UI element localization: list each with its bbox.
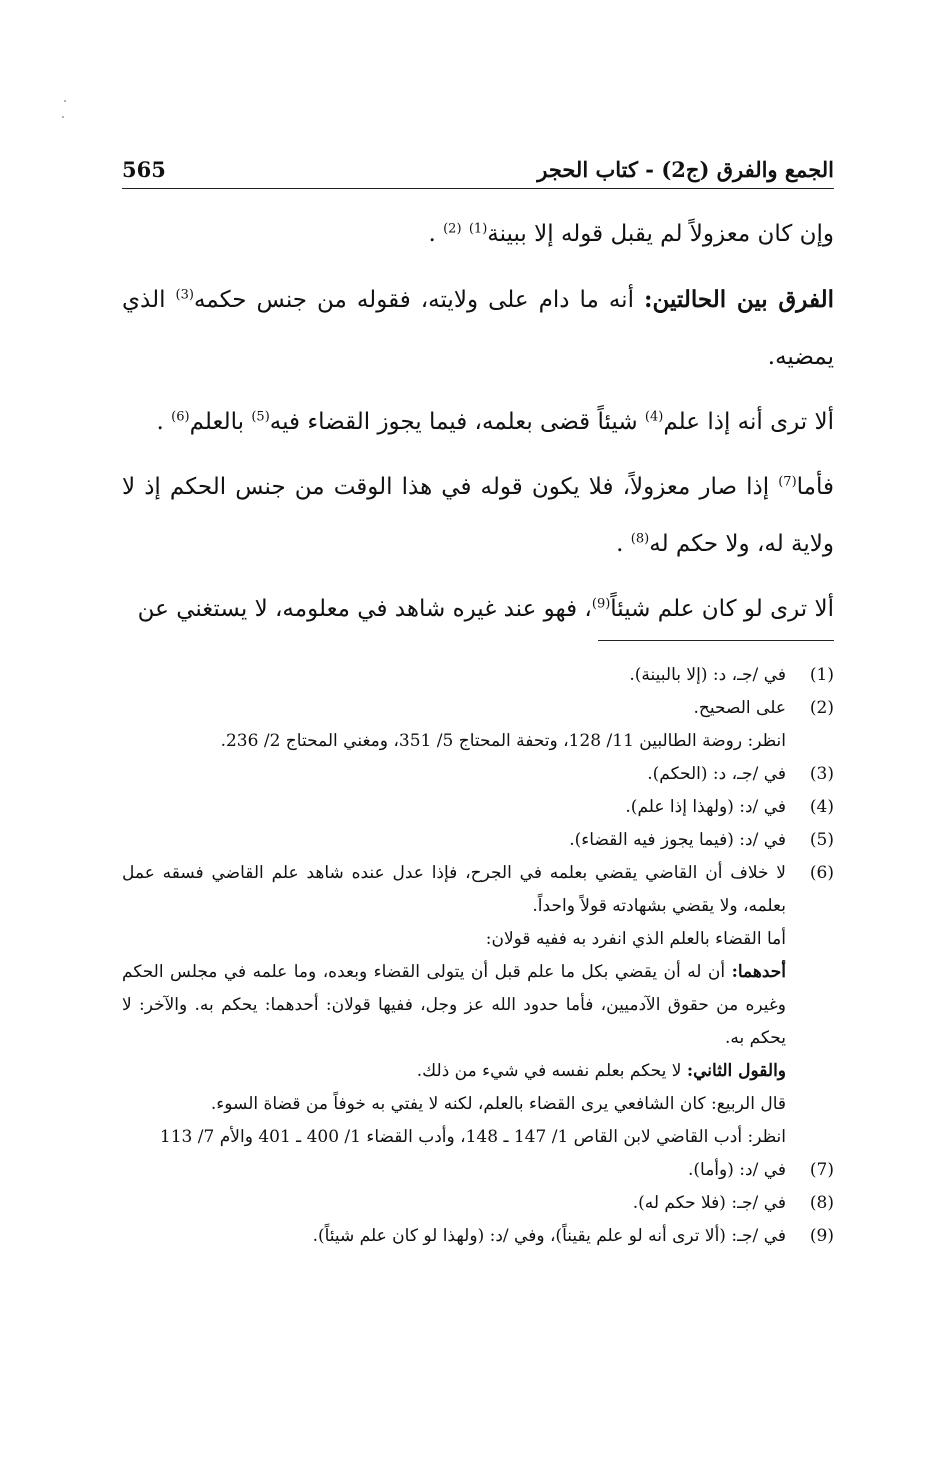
paragraph-text: وإن كان معزولاً لم يقبل قوله إلا ببينة: [487, 221, 834, 247]
footnote-text: [122, 1154, 786, 1187]
footnote-line: في /جـ، د: (الحكم).: [647, 764, 786, 784]
footnotes: [122, 659, 834, 1253]
paragraph-1: [122, 206, 834, 263]
footnote-ref[interactable]: (7): [778, 474, 797, 490]
paragraph-5: [122, 581, 834, 638]
footnote-line: على الصحيح.: [693, 698, 786, 718]
paragraph-text: .: [428, 221, 444, 247]
footnote-lead: أحدهما:: [731, 962, 786, 982]
footnote-ref[interactable]: (9): [591, 596, 611, 612]
page-number: 565: [122, 157, 166, 182]
paragraph-text: .: [156, 409, 172, 435]
paragraph-2: [122, 271, 834, 386]
scan-speck: [62, 116, 64, 118]
paragraph-text: ألا ترى أنه إذا علم: [663, 409, 834, 435]
paragraph-text: الذي يمضيه.: [122, 287, 834, 370]
paragraph-3: [122, 394, 834, 451]
footnote-4: [122, 791, 834, 824]
footnote-ref[interactable]: (4): [644, 409, 664, 425]
footnote-ref[interactable]: (3): [175, 287, 194, 303]
footnote-text: [122, 1220, 786, 1253]
footnote-number: (5): [809, 830, 834, 850]
paragraph-text: بالعلم: [189, 409, 252, 435]
footnote-ref[interactable]: (6): [171, 409, 190, 425]
footnote-number: (2): [809, 698, 834, 718]
footnote-text: [122, 824, 786, 857]
page-header: [122, 148, 834, 189]
footnote-1: [122, 659, 834, 692]
footnote-line-text: أن له أن يقضي بكل ما علم قبل أن يتولى القضاء وبعده، وما علمه في مجلس الحكم وغيره من حقوق الآدميين، فأما حدود الله عز وجل، ففيها قولان: أحدهما: يحكم به. والآخر: لا يحكم به.: [122, 962, 786, 1048]
footnote-ref[interactable]: (2): [443, 221, 462, 237]
footnote-line-text: لا يحكم بعلم نفسه في شيء من ذلك.: [416, 1061, 687, 1081]
footnote-number: (6): [809, 863, 834, 883]
footnote-line: انظر: أدب القاضي لابن القاص 1/ 147 ـ 148، وأدب القضاء 1/ 400 ـ 401 والأم 7/ 113: [159, 1127, 786, 1147]
footnote-line: في /د: (وأما).: [687, 1160, 786, 1180]
footnote-line: قال الربيع: كان الشافعي يرى القضاء بالعلم، لكنه لا يفتي به خوفاً من قضاة السوء.: [210, 1094, 786, 1114]
footnote-separator: [598, 640, 834, 641]
paragraph-text: ، فهو عند غيره شاهد في معلومه، لا يستغني عن: [137, 596, 592, 622]
paragraph-text: ألا ترى لو كان علم شيئاً: [610, 596, 834, 622]
footnote-line: لا خلاف أن القاضي يقضي بعلمه في الجرح، فإذا عدل عنده شاهد علم القاضي فسقه عمل بعلمه، ولا يقضي بشهادته قولاً واحداً.: [122, 863, 787, 916]
footnote-line: [122, 1055, 786, 1088]
paragraph-text: .: [616, 531, 631, 557]
paragraph-text: شيئاً قضى بعلمه، فيما يجوز القضاء فيه: [269, 409, 645, 435]
footnote-line: في /جـ، د: (إلا بالبينة).: [629, 665, 786, 685]
paragraph-4: [122, 459, 834, 573]
footnote-line: في /د: (ولهذا إذا علم).: [625, 797, 786, 817]
footnote-lead: والقول الثاني:: [686, 1061, 786, 1081]
footnote-line: انظر: روضة الطالبين 11/ 128، وتحفة المحتاج 5/ 351، ومغني المحتاج 2/ 236.: [220, 731, 786, 751]
running-title: الجمع والفرق (ج2) - كتاب الحجر: [537, 157, 834, 182]
footnote-2: [122, 692, 834, 758]
footnote-8: [122, 1187, 834, 1220]
paragraph-text: فأما: [796, 474, 834, 500]
footnote-number: (9): [809, 1226, 834, 1246]
footnote-text: [122, 791, 786, 824]
footnote-ref[interactable]: (8): [630, 531, 650, 547]
footnote-7: [122, 1154, 834, 1187]
footnote-ref[interactable]: (5): [251, 409, 270, 425]
main-text: [122, 206, 834, 646]
scan-speck: [64, 100, 66, 102]
footnote-number: (8): [809, 1193, 834, 1213]
footnote-text: [122, 1187, 786, 1220]
footnote-line: في /جـ: (فلا حكم له).: [632, 1193, 786, 1213]
footnote-number: (4): [809, 797, 834, 817]
footnote-line: في /د: (فيما يجوز فيه القضاء).: [569, 830, 786, 850]
footnote-text: [122, 692, 786, 758]
footnote-3: [122, 758, 834, 791]
paragraph-lead: الفرق بين الحالتين:: [643, 286, 834, 313]
footnote-line: [122, 956, 786, 1055]
footnote-number: (3): [809, 764, 834, 784]
paragraph-text: أنه ما دام على ولايته، فقوله من جنس حكمه: [193, 287, 644, 313]
footnote-number: (7): [809, 1160, 834, 1180]
footnote-line: في /جـ: (ألا ترى أنه لو علم يقيناً)، وفي /د: (ولهذا لو كان علم شيئاً).: [312, 1226, 786, 1246]
footnote-9: [122, 1220, 834, 1253]
paragraph-text: إذا صار معزولاً، فلا يكون قوله في هذا الوقت من جنس الحكم إذ لا ولاية له، ولا حكم له: [122, 474, 834, 557]
footnote-6: [122, 857, 834, 1154]
footnote-number: (1): [809, 665, 834, 685]
footnote-text: [122, 857, 786, 1154]
footnote-ref[interactable]: (1): [468, 221, 488, 237]
footnote-line: أما القضاء بالعلم الذي انفرد به ففيه قولان:: [485, 929, 786, 949]
footnote-text: [122, 758, 786, 791]
footnote-5: [122, 824, 834, 857]
footnote-text: [122, 659, 786, 692]
